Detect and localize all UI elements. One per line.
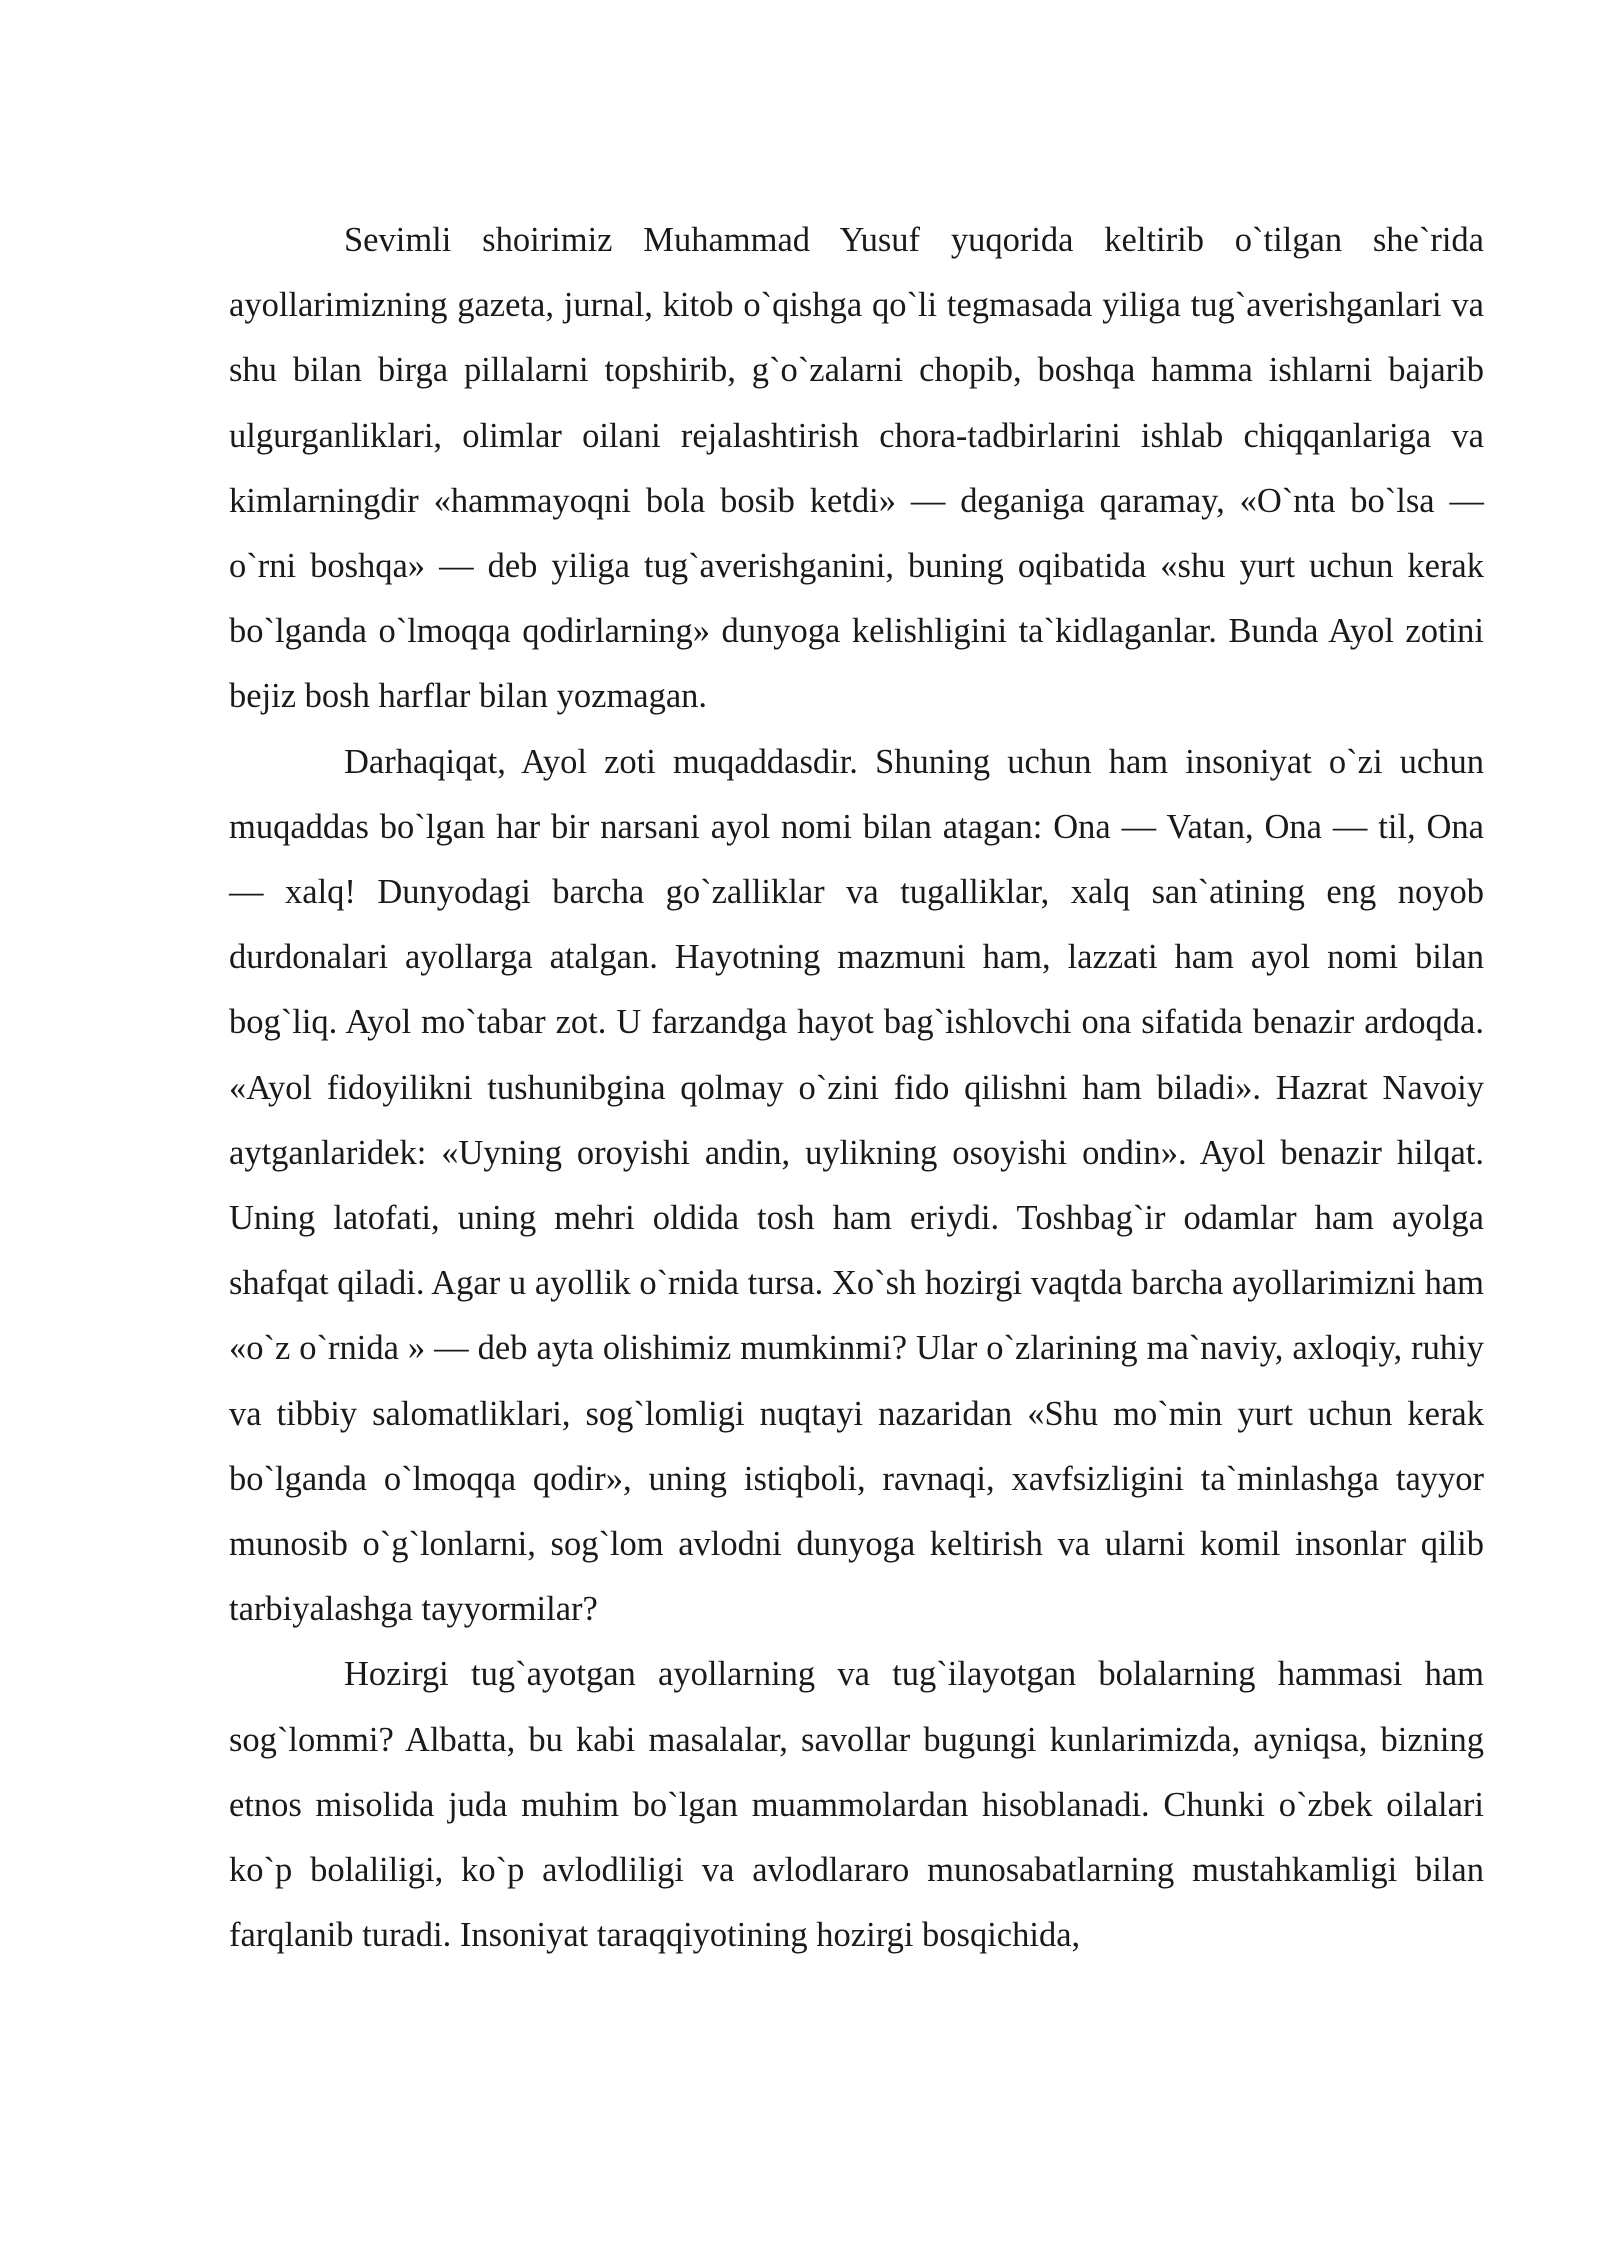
paragraph-1: Sevimli shoirimiz Muhammad Yusuf yuqorida keltirib o`tilgan she`rida ayollarimizning gazeta, jurnal, kitob o`qishga qo`li tegmasada yiliga tug`averishganlari va shu bilan birga pillalarni topshirib, g`o`zalarni chopib, boshqa hamma ishlarni bajarib ulgurganliklari, olimlar oilani rejalashtirish chora-tadbirlarini ishlab chiqqanlariga va kimlarningdir «hammayoqni bola bosib ketdi» — deganiga qaramay, «O`nta bo`lsa — o`rni boshqa» — deb yiliga tug`averishganini, buning oqibatida «shu yurt uchun kerak bo`lganda o`lmoqqa qodirlarning» dunyoga kelishligini ta`kidlaganlar. Bunda Ayol zotini bejiz bosh harflar bilan yozmagan.: [229, 221, 1484, 716]
paragraph-2: Darhaqiqat, Ayol zoti muqaddasdir. Shuning uchun ham insoniyat o`zi uchun muqaddas bo`lgan har bir narsani ayol nomi bilan atagan: Ona — Vatan, Ona — til, Ona — xalq! Dunyodagi barcha go`zalliklar va tugalliklar, xalq san`atining eng noyob durdonalari ayollarga atalgan. Hayotning mazmuni ham, lazzati ham ayol nomi bilan bog`liq. Ayol mo`tabar zot. U farzandga hayot bag`ishlovchi ona sifatida benazir ardoqda. «Ayol fidoyilikni tushunibgina qolmay o`zini fido qilishni ham biladi». Hazrat Navoiy aytganlaridek: «Uyning oroyishi andin, uylikning osoyishi ondin». Ayol benazir hilqat. Uning latofati, uning mehri oldida tosh ham eriydi. Toshbag`ir odamlar ham ayolga shafqat qiladi. Agar u ayollik o`rnida tursa. Xo`sh hozirgi vaqtda barcha ayollarimizni ham «o`z o`rnida » — deb ayta olishimiz mumkinmi? Ular o`zlarining ma`naviy, axloqiy, ruhiy va tibbiy salomatliklari, sog`lomligi nuqtayi nazaridan «Shu mo`min yurt uchun kerak bo`lganda o`lmoqqa qodir», uning istiqboli, ravnaqi, xavfsizligini ta`minlashga tayyor munosib o`g`lonlarni, sog`lom avlodni dunyoga keltirish va ularni komil insonlar qilib tarbiyalashga tayyormilar?: [229, 742, 1484, 1629]
paragraph-3: Hozirgi tug`ayotgan ayollarning va tug`ilayotgan bolalarning hammasi ham sog`lommi? Albatta, bu kabi masalalar, savollar bugungi kunlarimizda, ayniqsa, bizning etnos misolida juda muhim bo`lgan muammolardan hisoblanadi. Chunki o`zbek oilalari ko`p bolaliligi, ko`p avlodliligi va avlodlararo munosabatlarning mustahkamligi bilan farqlanib turadi. Insoniyat taraqqiyotining hozirgi bosqichida,: [229, 1655, 1484, 1955]
document-body: [229, 208, 1484, 1968]
